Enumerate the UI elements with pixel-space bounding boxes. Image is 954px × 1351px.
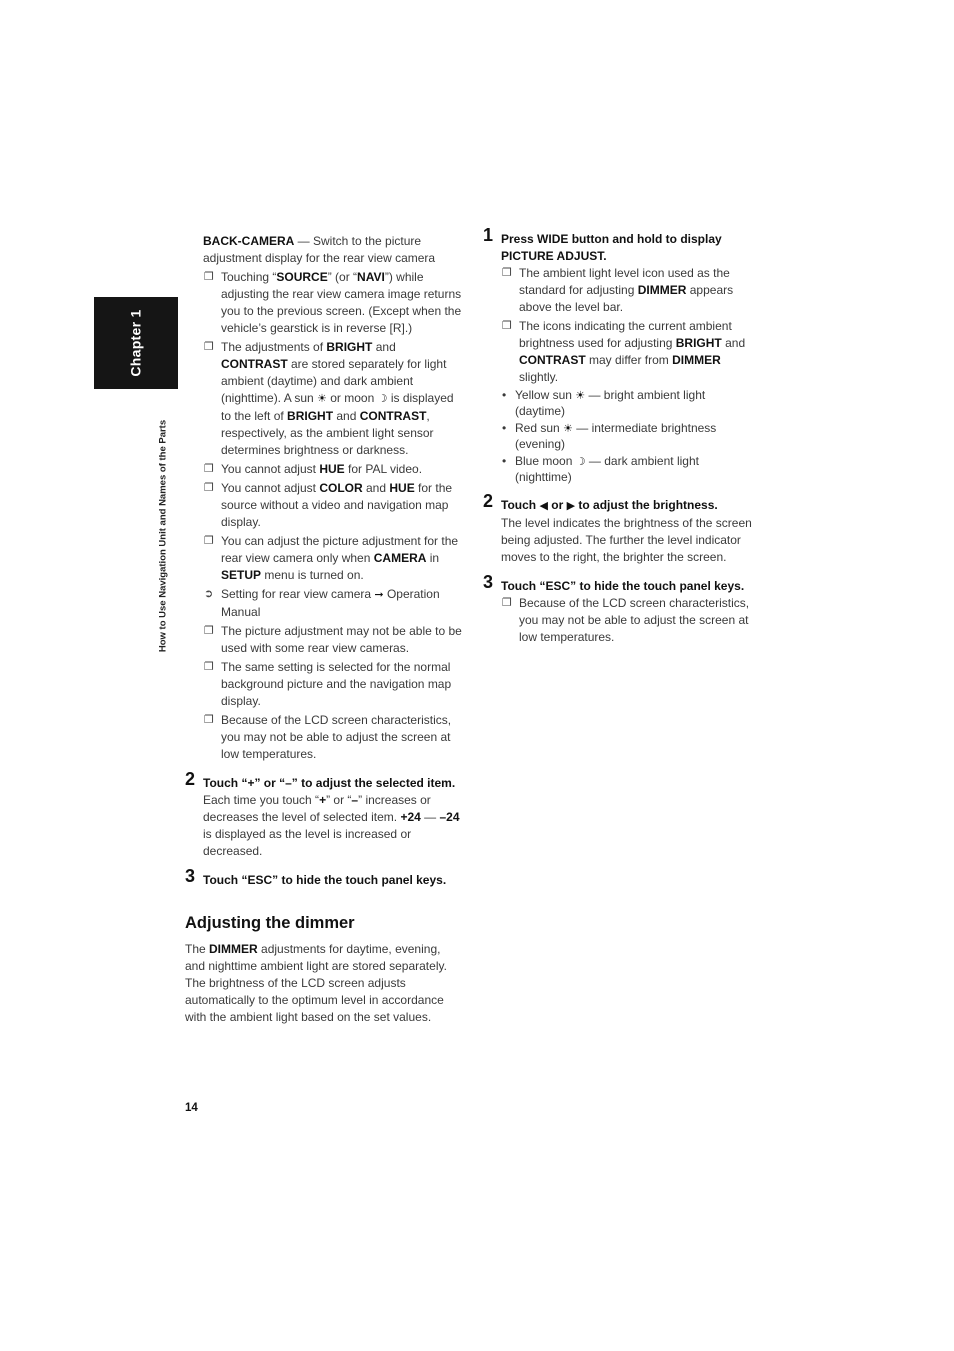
left-column bbox=[185, 233, 463, 1026]
step-number: 1 bbox=[483, 225, 494, 245]
step-3-heading: 3 Touch “ESC” to hide the touch panel keys. bbox=[483, 572, 745, 593]
bullet: • bbox=[502, 454, 507, 468]
bullet: • bbox=[502, 388, 507, 402]
step-number: 2 bbox=[185, 769, 196, 789]
note-item: ❐ You cannot adjust COLOR and HUE for the source without a video and navigation map display. bbox=[204, 481, 453, 529]
checkbox-icon: ❐ bbox=[204, 625, 214, 637]
back-camera-intro: BACK-CAMERA — Switch to the picture adjustment display for the rear view camera bbox=[203, 234, 436, 265]
left-arrow-icon: ◀ bbox=[539, 500, 548, 512]
sun-icon: ☀ bbox=[317, 393, 327, 405]
checkbox-icon: ❐ bbox=[204, 535, 214, 547]
note-item: ❐ Touching “SOURCE” (or “NAVI”) while adjusting the rear view camera image returns you to the previous screen. (Except when the vehicle’s gearstick is in reverse [R].) bbox=[204, 270, 462, 335]
note-item: ❐ You cannot adjust HUE for PAL video. bbox=[204, 462, 423, 476]
step-1-heading: 1 Press WIDE button and hold to display PICTURE ADJUST. bbox=[483, 225, 722, 263]
checkbox-icon: ❐ bbox=[204, 341, 214, 353]
step-number: 3 bbox=[483, 572, 494, 592]
dimmer-body: The DIMMER adjustments for daytime, evening, and nighttime ambient light are stored separately. The brightness of the LCD screen adjusts automatically to the optimum level in accordance with the ambient light based on the set values. bbox=[185, 942, 447, 1024]
note-item: ❐ The ambient light level icon used as the standard for adjusting DIMMER appears above the level bar. bbox=[502, 266, 734, 314]
chapter-tab bbox=[94, 297, 178, 389]
sun-icon: ☀ bbox=[575, 390, 586, 402]
moon-icon: ☽ bbox=[575, 456, 586, 468]
bullet-item: • Blue moon ☽ — dark ambient light (nighttime) bbox=[502, 454, 699, 484]
bullet-item: • Red sun ☀ — intermediate brightness (evening) bbox=[502, 421, 717, 451]
checkbox-icon: ❐ bbox=[502, 597, 512, 609]
step-2-heading: 2 Touch “+” or “–” to adjust the selected item. bbox=[185, 769, 456, 790]
checkbox-icon: ❐ bbox=[502, 320, 512, 332]
checkbox-icon: ❐ bbox=[204, 482, 214, 494]
reference-arrow-icon: ➲ bbox=[204, 588, 214, 600]
right-column bbox=[483, 225, 758, 648]
note-item: ❐ The adjustments of BRIGHT and CONTRAST are stored separately for light ambient (daytime) and dark ambient (nighttime). A sun ☀ or moon ☽ is displayed to the left of BRIGHT and CONTRAST, respectively, as the ambient light sensor determines brightness or darkness. bbox=[204, 340, 454, 457]
note-item: ❐ The picture adjustment may not be able to be used with some rear view cameras. bbox=[204, 624, 462, 655]
step-3-heading: 3 Touch “ESC” to hide the touch panel keys. bbox=[185, 866, 447, 887]
moon-icon: ☽ bbox=[377, 393, 388, 405]
step-number: 3 bbox=[185, 866, 196, 886]
dimmer-heading: Adjusting the dimmer bbox=[185, 914, 355, 932]
bullet: • bbox=[502, 421, 507, 435]
checkbox-icon: ❐ bbox=[204, 463, 214, 475]
note-item: ❐ Because of the LCD screen characteristics, you may not be able to adjust the screen at low temperatures. bbox=[204, 713, 452, 761]
chapter-label: Chapter 1 bbox=[127, 309, 144, 377]
step-number: 2 bbox=[483, 491, 494, 511]
reference-item: ➲ Setting for rear view camera ➞ Operation Manual bbox=[204, 587, 440, 619]
checkbox-icon: ❐ bbox=[204, 661, 214, 673]
checkbox-icon: ❐ bbox=[204, 271, 214, 283]
note-item: ❐ You can adjust the picture adjustment for the rear view camera only when CAMERA in SETUP menu is turned on. bbox=[204, 534, 459, 582]
right-arrow-icon: ▶ bbox=[566, 500, 576, 512]
checkbox-icon: ❐ bbox=[502, 267, 512, 279]
note-item: ❐ The same setting is selected for the normal background picture and the navigation map display. bbox=[204, 660, 452, 708]
step-2-heading: 2 Touch ◀ or ▶ to adjust the brightness. bbox=[483, 497, 758, 515]
note-item: ❐ The icons indicating the current ambient brightness used for adjusting BRIGHT and CONTRAST may differ from DIMMER slightly. bbox=[502, 319, 746, 384]
note-item: ❐ Because of the LCD screen characteristics, you may not be able to adjust the screen at low temperatures. bbox=[502, 596, 750, 644]
page-number: 14 bbox=[185, 1102, 198, 1114]
sun-icon: ☀ bbox=[563, 423, 573, 435]
bullet-item: • Yellow sun ☀ — bright ambient light (daytime) bbox=[502, 388, 706, 418]
arrow-right-icon: ➞ bbox=[374, 589, 384, 601]
checkbox-icon: ❐ bbox=[204, 714, 214, 726]
section-side-title: How to Use Navigation Unit and Names of the Parts bbox=[157, 419, 169, 653]
step-2-body: The level indicates the brightness of the screen being adjusted. The further the level indicator moves to the right, the brighter the screen. bbox=[501, 516, 752, 564]
step-2-body: Each time you touch “+” or “–” increases or decreases the level of selected item. +24 — –24 is displayed as the level is increased or decreased. bbox=[203, 793, 460, 858]
